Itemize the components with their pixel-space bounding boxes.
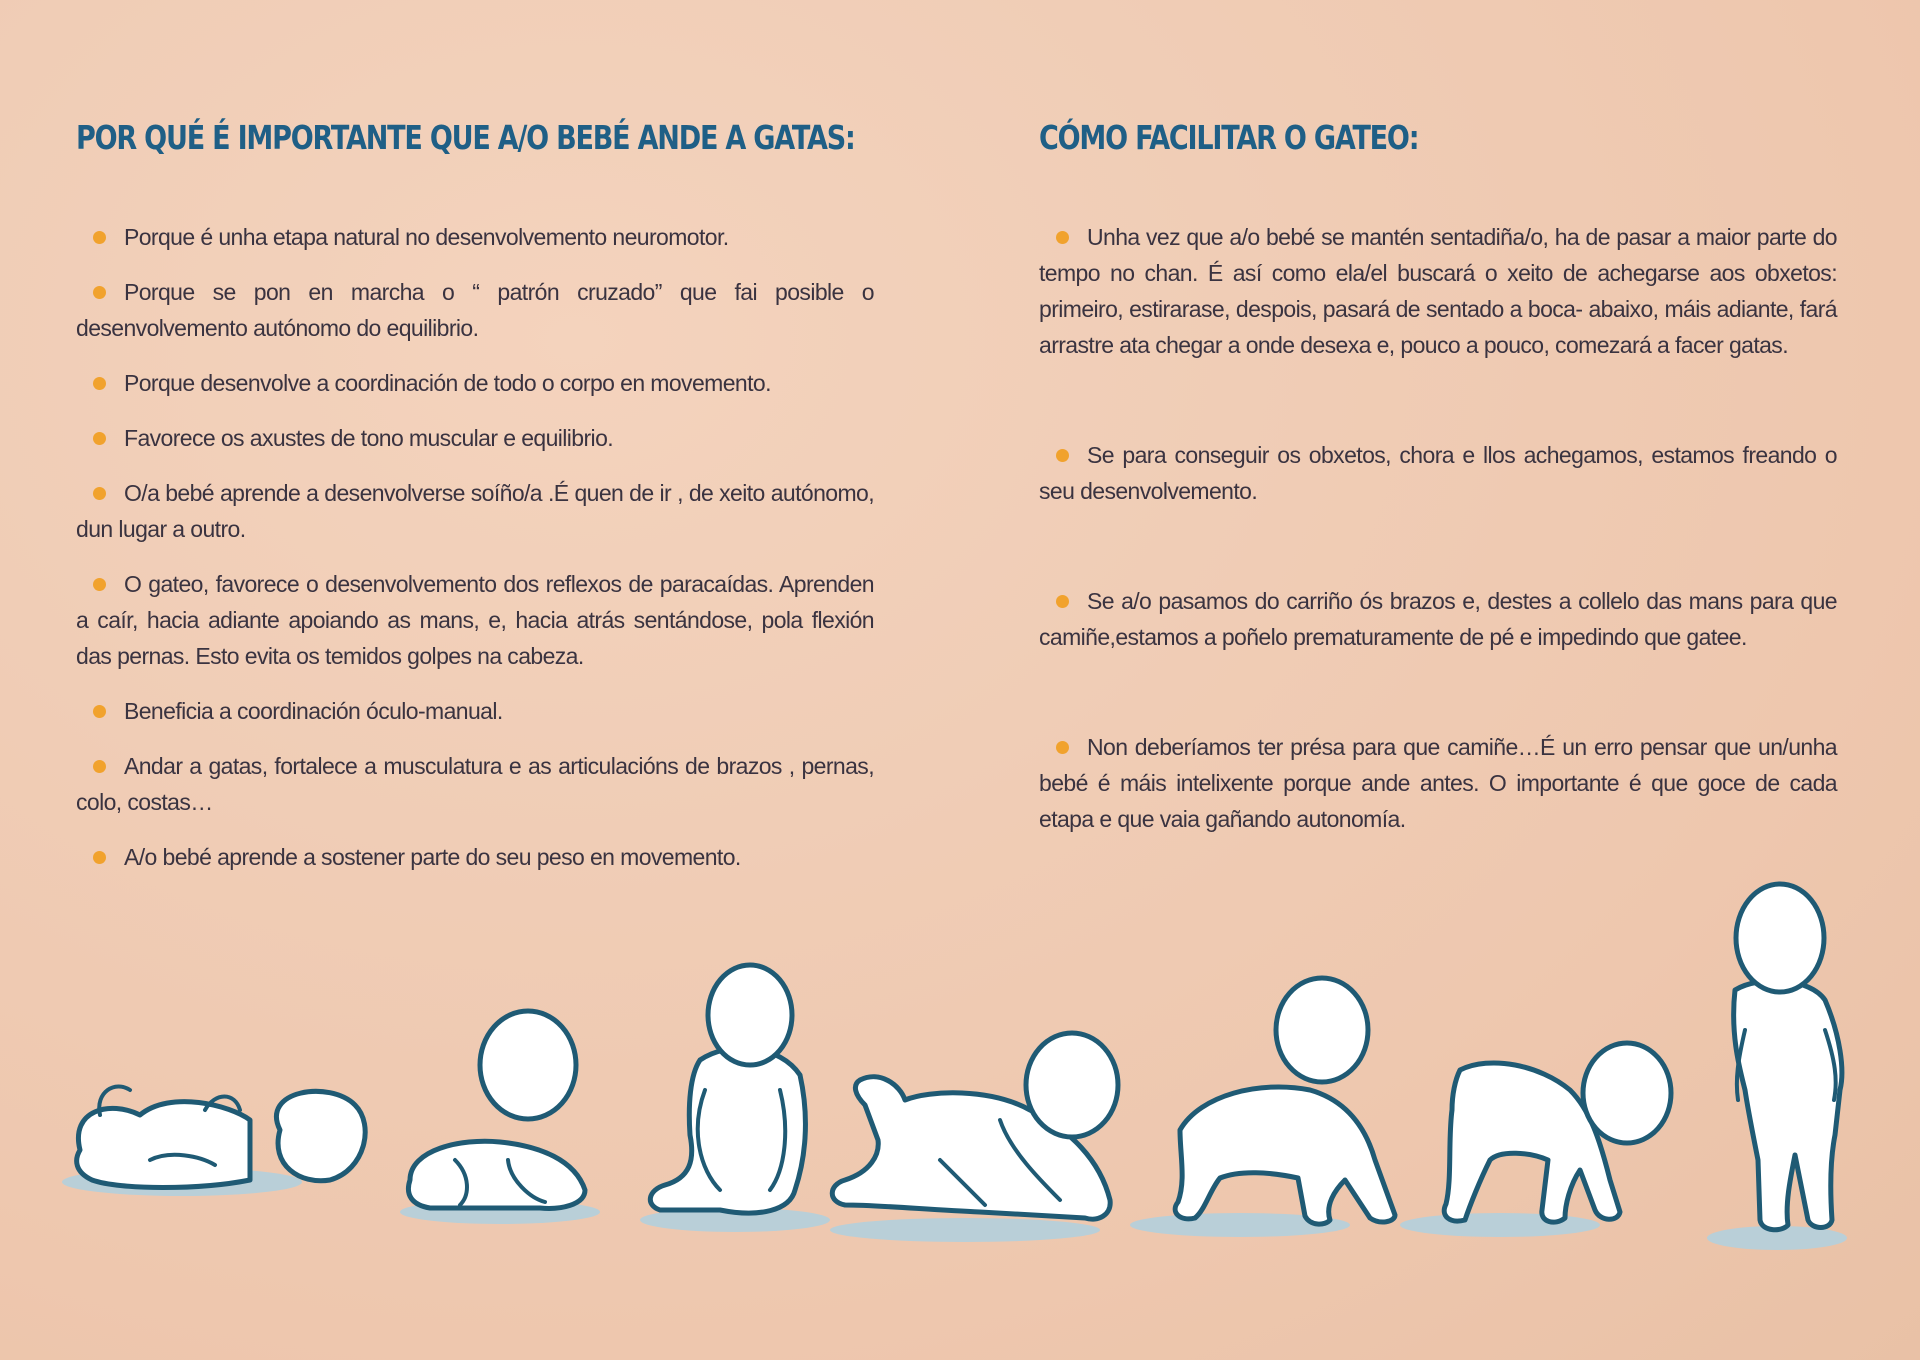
baby-development-illustration — [0, 860, 1920, 1260]
list-item: Se a/o pasamos do carriño ós brazos e, destes a collelo das mans para que camiñe,estamos a poñelo prematuramente de pé e impedindo que gatee. — [1039, 588, 1837, 650]
bullet-icon — [93, 578, 106, 591]
left-column — [76, 118, 874, 894]
left-title: POR QUÉ É IMPORTANTE QUE A/O BEBÉ ANDE A GATAS: — [76, 118, 855, 157]
baby-sitting-icon — [640, 965, 830, 1232]
list-item: O/a bebé aprende a desenvolverse soíño/a .É quen de ir , de xeito autónomo, dun lugar a outro. — [76, 480, 874, 542]
list-item: Porque é unha etapa natural no desenvolvemento neuromotor. — [76, 219, 874, 255]
bullet-icon — [93, 231, 106, 244]
baby-lying-icon — [62, 1086, 365, 1196]
bullet-icon — [93, 432, 106, 445]
bullet-icon — [93, 286, 106, 299]
bullet-icon — [93, 377, 106, 390]
list-item: Porque se pon en marcha o “ patrón cruzado” que fai posible o desenvolvemento autónomo do equilibrio. — [76, 279, 874, 341]
list-item: Andar a gatas, fortalece a musculatura e as articulacións de brazos , pernas, colo, costas… — [76, 753, 874, 815]
list-item: O gateo, favorece o desenvolvemento dos reflexos de paracaídas. Aprenden a caír, hacia adiante apoiando as mans, e, hacia atrás sentándose, pola flexión das pernas. Esto evita os temidos golpes na cabeza. — [76, 571, 874, 669]
list-item: Favorece os axustes de tono muscular e equilibrio. — [76, 420, 874, 456]
list-item: Non deberíamos ter présa para que camiñe…É un erro pensar que un/unha bebé é máis intelixente porque ande antes. O importante é que goce de cada etapa e que vaia gañando autonomía. — [1039, 734, 1837, 832]
bullet-icon — [1056, 741, 1069, 754]
baby-creeping-icon — [830, 1033, 1118, 1242]
bullet-icon — [93, 487, 106, 500]
bullet-icon — [1056, 595, 1069, 608]
baby-tummy-icon — [400, 1011, 600, 1224]
right-title: CÓMO FACILITAR O GATEO: — [1039, 118, 1419, 157]
baby-bear-crawl-icon — [1400, 1043, 1671, 1237]
list-item: A/o bebé aprende a sostener parte do seu peso en movemento. — [76, 839, 874, 875]
bullet-icon — [1056, 449, 1069, 462]
baby-standing-icon — [1707, 884, 1847, 1250]
right-column — [1039, 118, 1837, 911]
list-item: Porque desenvolve a coordinación de todo o corpo en movemento. — [76, 365, 874, 401]
list-item: Beneficia a coordinación óculo-manual. — [76, 693, 874, 729]
list-item: Se para conseguir os obxetos, chora e llos achegamos, estamos freando o seu desenvolvemento. — [1039, 442, 1837, 504]
bullet-icon — [1056, 231, 1069, 244]
bullet-icon — [93, 705, 106, 718]
left-list — [76, 219, 874, 875]
bullet-icon — [93, 760, 106, 773]
baby-crawling-icon — [1130, 978, 1395, 1237]
list-item: Unha vez que a/o bebé se mantén sentadiña/o, ha de pasar a maior parte do tempo no chan. É así como ela/el buscará o xeito de achegarse aos obxetos: primeiro, estirarase, despois, pasará de sentado a boca- abaixo, máis adiante, fará arrastre ata chegar a onde desexa e, pouco a pouco, comezará a facer gatas. — [1039, 224, 1837, 358]
right-list — [1039, 219, 1837, 837]
